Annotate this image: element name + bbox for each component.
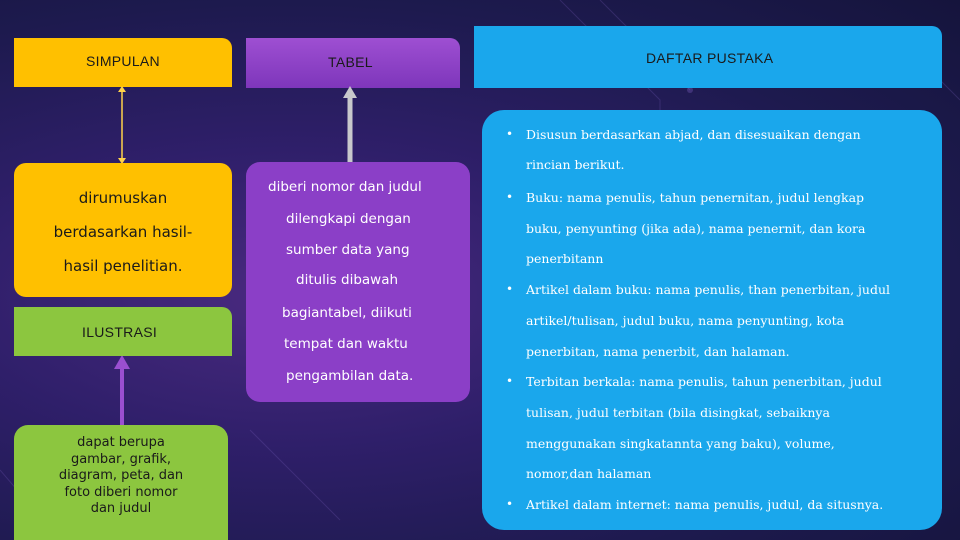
simpulan-body xyxy=(14,163,232,297)
ilustrasi-text xyxy=(14,435,228,518)
simpulan-header xyxy=(14,38,232,87)
ilustrasi-connector-arrow xyxy=(110,355,134,427)
daftar-line: Terbitan berkala: nama penulis, tahun penerbitan, judul xyxy=(526,374,882,389)
daftar-line: artikel/tulisan, judul buku, nama penyunting, kota xyxy=(526,313,845,328)
daftar-pustaka-body xyxy=(482,110,942,530)
tabel-body xyxy=(246,162,470,402)
tabel-line: pengambilan data. xyxy=(286,368,414,384)
daftar-pustaka-header-label: DAFTAR PUSTAKA xyxy=(646,50,774,66)
daftar-line: Artikel dalam internet: nama penulis, judul, da situsnya. xyxy=(526,497,884,512)
tabel-line: tempat dan waktu xyxy=(284,336,408,352)
ilustrasi-line: gambar, grafik, xyxy=(70,451,172,467)
daftar-line: Disusun berdasarkan abjad, dan disesuaikan dengan xyxy=(526,127,861,142)
daftar-line: Artikel dalam buku: nama penulis, than penerbitan, judul xyxy=(526,282,891,297)
ilustrasi-header-label: ILUSTRASI xyxy=(82,324,158,340)
ilustrasi-line: dapat berupa xyxy=(77,435,165,450)
daftar-line: penerbitann xyxy=(526,251,604,266)
tabel-line: ditulis dibawah xyxy=(296,272,399,288)
tabel-line: dilengkapi dengan xyxy=(286,211,411,227)
tabel-connector-arrow xyxy=(340,86,360,164)
ilustrasi-body xyxy=(14,425,228,540)
bullet-icon: • xyxy=(506,282,514,296)
daftar-line: buku, penyunting (jika ada), nama penernit, dan kora xyxy=(526,221,866,236)
simpulan-line: berdasarkan hasil- xyxy=(53,223,193,241)
bullet-icon: • xyxy=(506,374,514,388)
tabel-line: bagiantabel, diikuti xyxy=(282,305,412,321)
daftar-pustaka-header xyxy=(474,26,942,88)
tabel-line: sumber data yang xyxy=(286,242,410,258)
tabel-line: diberi nomor dan judul xyxy=(268,179,422,195)
bullet-icon: • xyxy=(506,127,514,141)
daftar-line: rincian berikut. xyxy=(526,157,625,172)
simpulan-connector xyxy=(112,86,132,166)
daftar-line: penerbitan, nama penerbit, dan halaman. xyxy=(526,344,790,359)
bullet-icon: • xyxy=(506,190,514,204)
ilustrasi-line: dan judul xyxy=(90,501,152,516)
tabel-header xyxy=(246,38,460,88)
daftar-line: menggunakan singkatannta yang baku), volume, xyxy=(526,436,835,451)
daftar-line: Buku: nama penulis, tahun penernitan, judul lengkap xyxy=(526,190,865,205)
simpulan-line: hasil penelitian. xyxy=(63,257,183,275)
simpulan-header-label: SIMPULAN xyxy=(86,53,160,69)
bullet-icon: • xyxy=(506,497,514,511)
simpulan-line: dirumuskan xyxy=(78,189,168,207)
ilustrasi-header xyxy=(14,307,232,356)
ilustrasi-line: foto diberi nomor xyxy=(64,484,178,500)
tabel-header-label: TABEL xyxy=(328,54,373,70)
daftar-line: nomor,dan halaman xyxy=(526,466,652,481)
daftar-line: tulisan, judul terbitan (bila disingkat, sebaiknya xyxy=(526,405,830,420)
ilustrasi-line: diagram, peta, dan xyxy=(58,468,184,483)
